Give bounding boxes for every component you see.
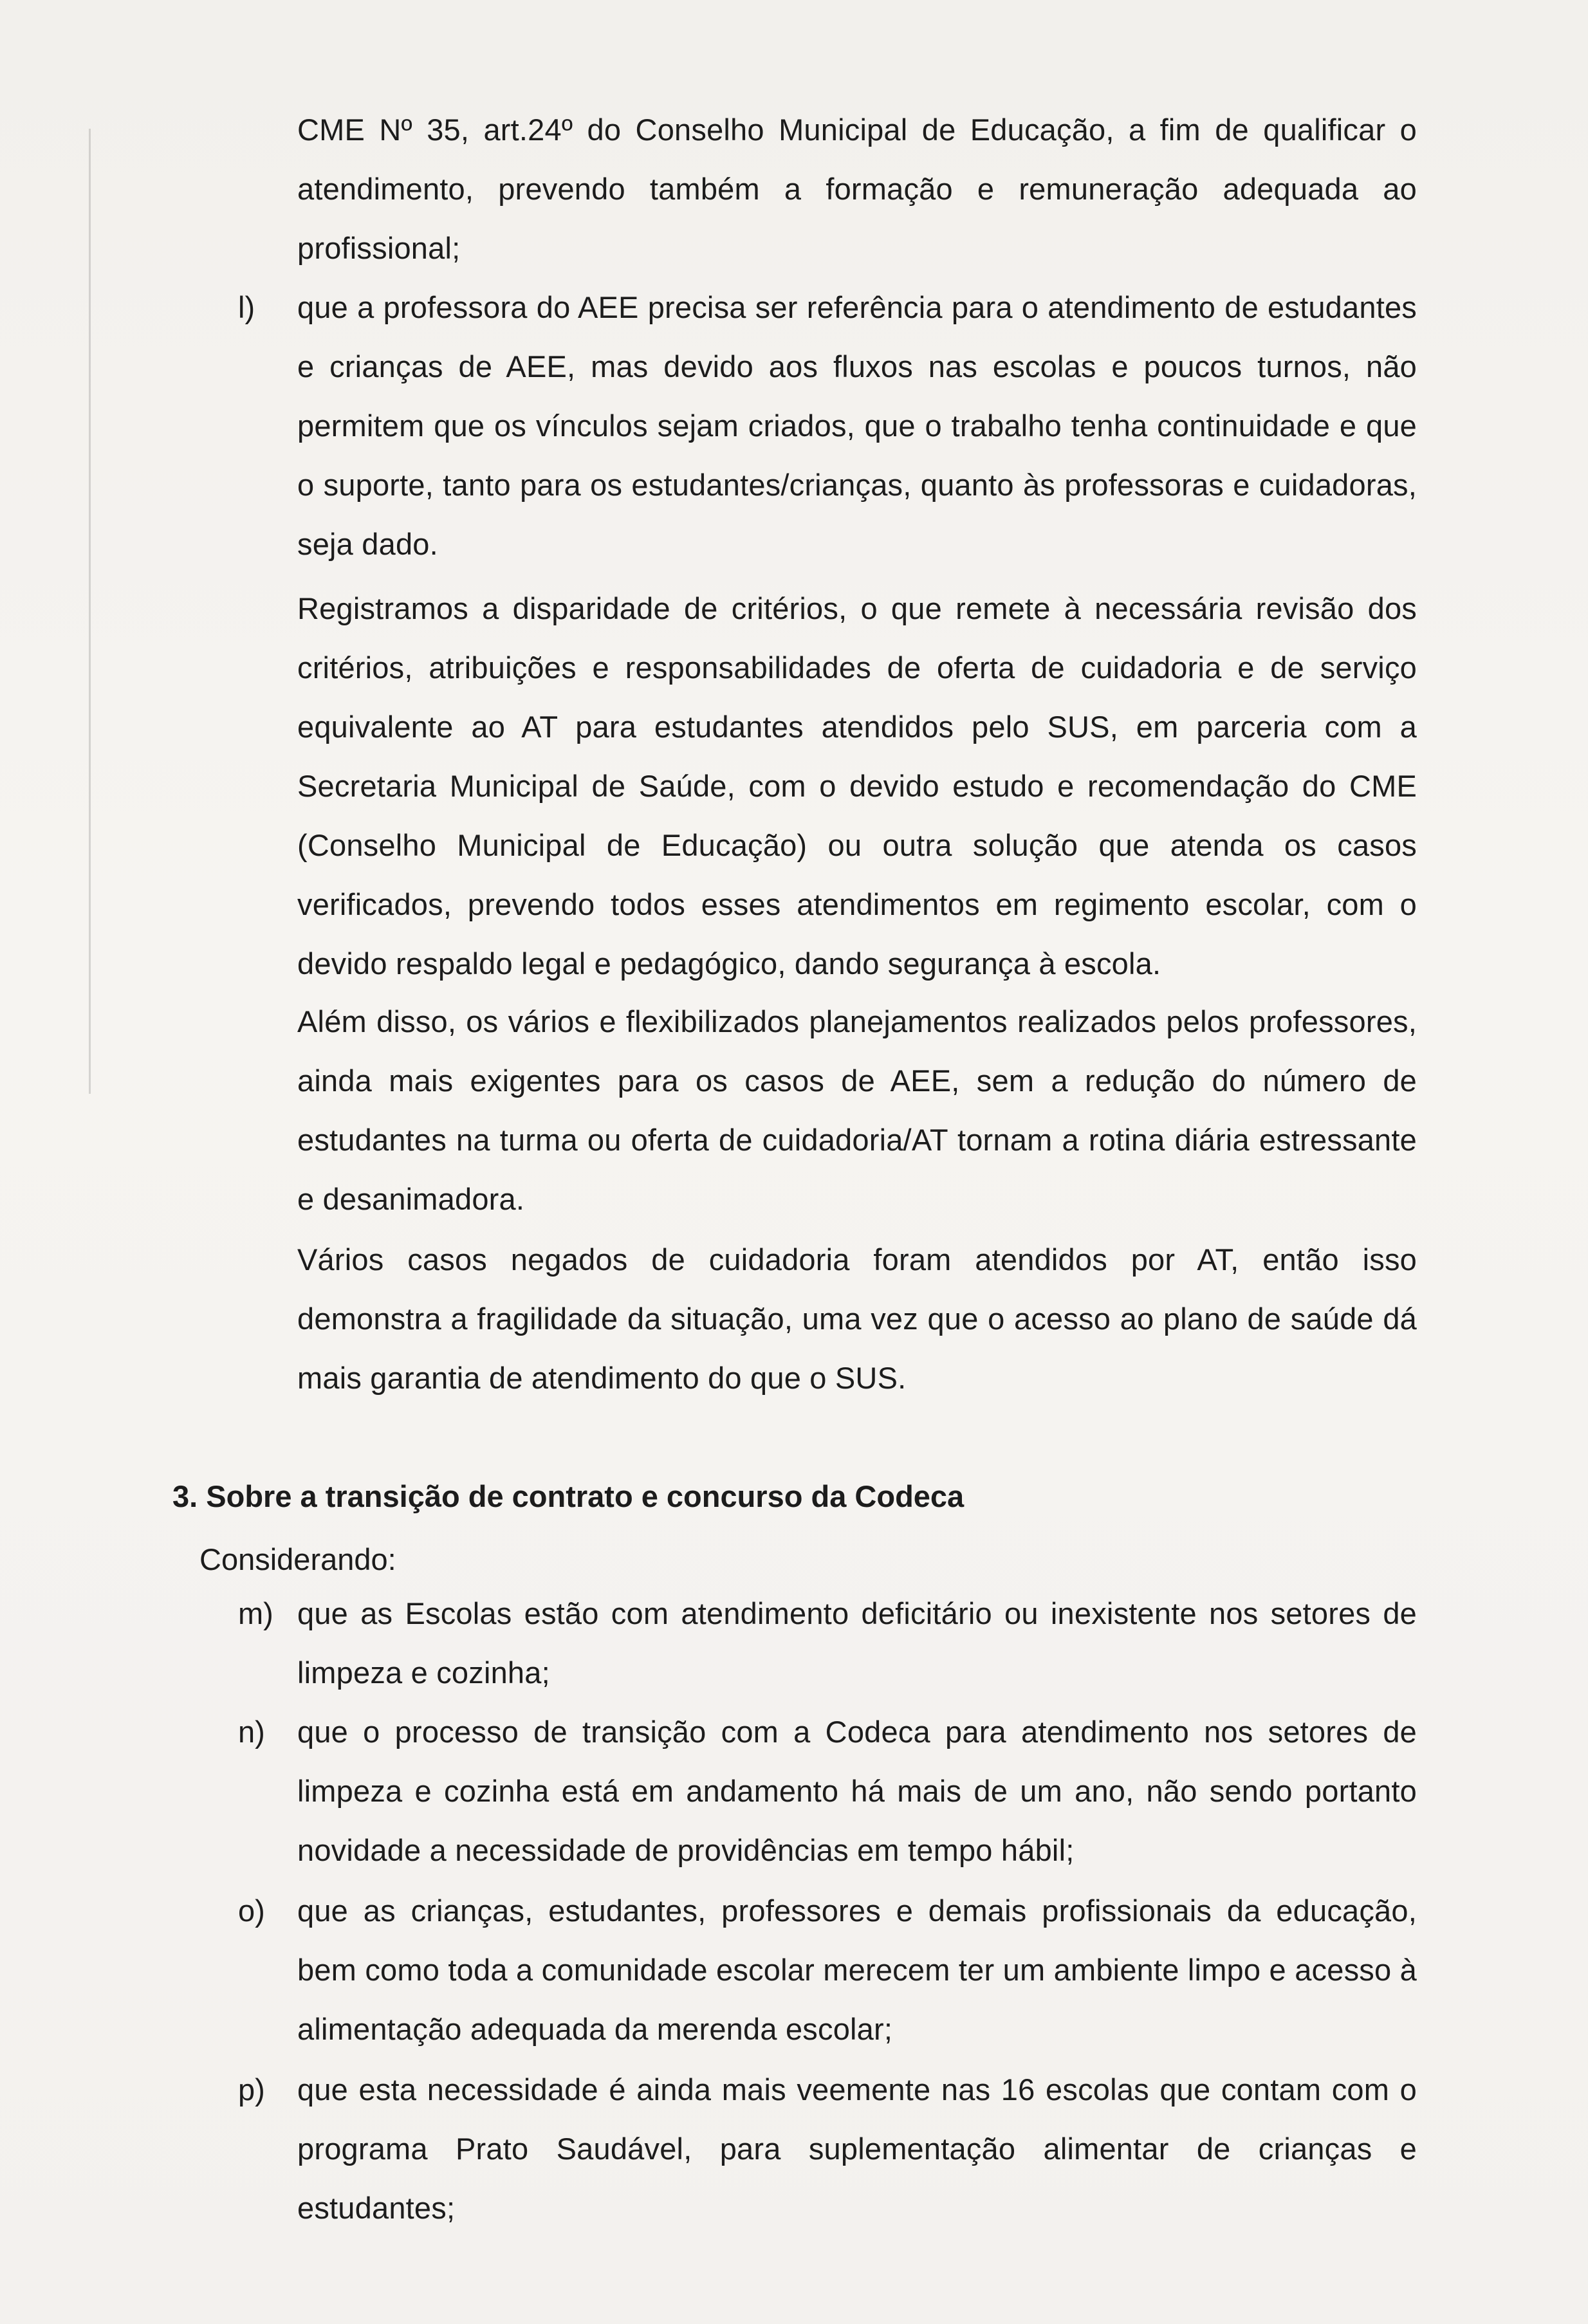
item-o-text: que as crianças, estudantes, professores e demais profissionais da educação, bem como toda a comunidade escolar merecem ter um ambiente limpo e acesso à alimentação adequada da merenda escolar; (297, 1894, 1417, 2046)
item-m-marker: m) (238, 1596, 273, 1630)
paragraph-registramos: Registramos a disparidade de critérios, o que remete à necessária revisão dos critérios, atribuições e responsabilidades de oferta de cuidadoria e de serviço equivalente ao AT para estudantes atendidos pelo SUS, em parceria com a Secretaria Municipal de Saúde, com o devido estudo e recomendação do CME (Conselho Municipal de Educação) ou outra solução que atenda os casos verificados, prevendo todos esses atendimentos em regimento escolar, com o devido respaldo legal e pedagógico, dando segurança à escola. (297, 591, 1417, 981)
item-k-continuation: CME Nº 35, art.24º do Conselho Municipal de Educação, a fim de qualificar o atendimento, prevendo também a formação e remuneração adequada ao profissional; (297, 113, 1417, 265)
item-l-text: que a professora do AEE precisa ser referência para o atendimento de estudantes e crianças de AEE, mas devido aos fluxos nas escolas e poucos turnos, não permitem que os vínculos sejam criados, que o trabalho tenha continuidade e que o suporte, tanto para os estudantes/crianças, quanto às professoras e cuidadoras, seja dado. (297, 290, 1417, 561)
item-p-text: que esta necessidade é ainda mais veemente nas 16 escolas que contam com o programa Prato Saudável, para suplementação alimentar de crianças e estudantes; (297, 2072, 1417, 2225)
item-l-marker: l) (238, 290, 255, 324)
item-n-text: que o processo de transição com a Codeca para atendimento nos setores de limpeza e cozinha está em andamento há mais de um ano, não sendo portanto novidade a necessidade de providências em tempo hábil; (297, 1715, 1417, 1867)
section-3-heading: 3. Sobre a transição de contrato e concurso da Codeca (172, 1479, 965, 1513)
paragraph-alem-disso: Além disso, os vários e flexibilizados planejamentos realizados pelos professores, ainda mais exigentes para os casos de AEE, sem a redução do número de estudantes na turma ou oferta de cuidadoria/AT tornam a rotina diária estressante e desanimadora. (297, 1004, 1417, 1216)
item-n-marker: n) (238, 1715, 265, 1749)
section-3-lead: Considerando: (199, 1542, 396, 1576)
item-o-marker: o) (238, 1894, 265, 1928)
item-p-marker: p) (238, 2072, 265, 2107)
paragraph-varios-casos: Vários casos negados de cuidadoria foram atendidos por AT, então isso demonstra a fragilidade da situação, uma vez que o acesso ao plano de saúde dá mais garantia de atendimento do que o SUS. (297, 1242, 1417, 1395)
item-m-text: que as Escolas estão com atendimento deficitário ou inexistente nos setores de limpeza e cozinha; (297, 1596, 1417, 1690)
